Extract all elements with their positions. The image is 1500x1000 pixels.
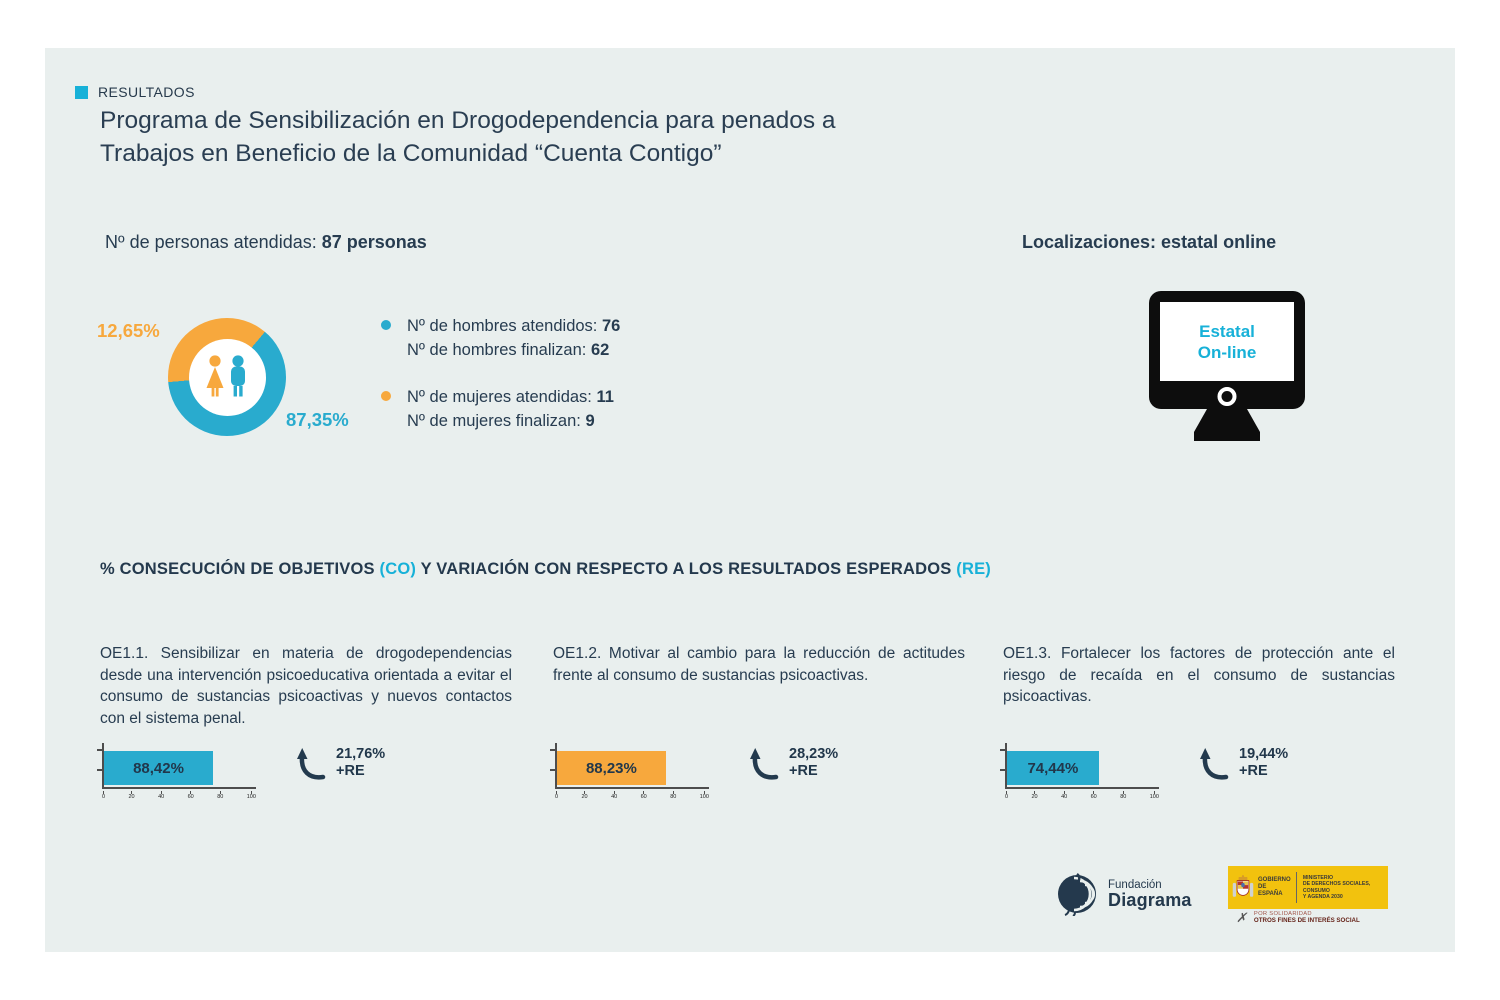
monitor-stand bbox=[1194, 409, 1260, 432]
men-finished-line: Nº de hombres finalizan: 62 bbox=[407, 341, 610, 359]
gobierno-divider bbox=[1296, 872, 1297, 903]
page-title bbox=[100, 104, 836, 170]
monitor-base bbox=[1194, 432, 1260, 441]
monitor-frame bbox=[1149, 291, 1305, 409]
x-axis-ticks bbox=[555, 791, 709, 801]
axis-tick-label: 100 bbox=[247, 791, 256, 801]
women-finished-line: Nº de mujeres finalizan: 9 bbox=[407, 412, 595, 430]
objective-3-text: OE1.3. Fortalecer los factores de protección ante el riesgo de recaída en el consumo de sustancias psicoactivas. bbox=[1003, 645, 1395, 705]
axis-tick-label: 80 bbox=[217, 791, 223, 801]
title-line-1: Programa de Sensibilización en Drogodependencia para penados a bbox=[100, 107, 836, 134]
curved-arrow-icon bbox=[1199, 746, 1229, 782]
x-axis bbox=[1005, 787, 1159, 789]
male-percentage-label: 87,35% bbox=[286, 409, 349, 430]
x-axis bbox=[102, 787, 256, 789]
axis-tick-label: 100 bbox=[700, 791, 709, 801]
variation-suffix: +RE bbox=[789, 763, 818, 779]
bullet-square-icon bbox=[75, 86, 88, 99]
diagrama-swirl-icon bbox=[1055, 872, 1099, 916]
co-bar bbox=[104, 751, 213, 785]
ministerio-text: MINISTERIO DE DERECHOS SOCIALES, CONSUMO Y AGENDA 2030 bbox=[1302, 874, 1371, 900]
gobierno-yellow-plate bbox=[1228, 866, 1388, 909]
x-axis-ticks bbox=[1005, 791, 1159, 801]
objective-2-text: OE1.2. Motivar al cambio para la reducción de actitudes frente al consumo de sustancias psicoactivas. bbox=[553, 645, 965, 684]
axis-tick-label: 100 bbox=[1150, 791, 1159, 801]
variation-suffix: +RE bbox=[336, 763, 365, 779]
axis-tick-label: 0 bbox=[102, 791, 105, 801]
variation-value: 21,76% bbox=[336, 746, 386, 762]
female-percentage-label: 12,65% bbox=[97, 320, 160, 341]
diagrama-line-2: Diagrama bbox=[1108, 889, 1192, 910]
variation-value: 19,44% bbox=[1239, 746, 1289, 762]
man-woman-icon bbox=[200, 353, 254, 401]
axis-tick-label: 20 bbox=[129, 791, 135, 801]
kicker-label: RESULTADOS bbox=[98, 84, 195, 100]
monitor-camera-icon bbox=[1218, 387, 1237, 406]
axis-tick-label: 40 bbox=[1061, 791, 1067, 801]
bar-value-label: 74,44% bbox=[1027, 759, 1079, 777]
axis-tick-label: 20 bbox=[1032, 791, 1038, 801]
axis-tick-label: 80 bbox=[1120, 791, 1126, 801]
monitor-icon bbox=[1149, 291, 1305, 441]
objective-3 bbox=[1003, 643, 1395, 800]
axis-tick-label: 0 bbox=[555, 791, 558, 801]
solidaridad-tagline bbox=[1228, 911, 1388, 924]
axis-tick-label: 40 bbox=[158, 791, 164, 801]
monitor-text-line-2: On-line bbox=[1197, 342, 1257, 362]
teal-bullet-icon bbox=[381, 320, 391, 330]
monitor-screen bbox=[1160, 302, 1294, 381]
objective-3-variation bbox=[1199, 746, 1288, 782]
objective-2-variation bbox=[749, 746, 838, 782]
attended-value: 87 personas bbox=[321, 232, 427, 252]
legend-item-women bbox=[381, 385, 620, 433]
objective-2-chart-row bbox=[555, 743, 839, 800]
objective-3-chart-row bbox=[1005, 743, 1289, 800]
fundacion-diagrama-logo bbox=[1055, 872, 1192, 916]
axis-tick-label: 60 bbox=[188, 791, 194, 801]
variation-suffix: +RE bbox=[1239, 763, 1268, 779]
orange-bullet-icon bbox=[381, 391, 391, 401]
objective-3-bar-chart bbox=[1005, 743, 1159, 800]
axis-tick-label: 60 bbox=[641, 791, 647, 801]
co-accent: (CO) bbox=[379, 560, 417, 578]
co-bar bbox=[1007, 751, 1099, 785]
objective-1-chart-row bbox=[102, 743, 386, 800]
locations-heading: Localizaciones: estatal online bbox=[1022, 232, 1277, 252]
axis-tick-label: 60 bbox=[1091, 791, 1097, 801]
women-attended-line: Nº de mujeres atendidas: 11 bbox=[407, 388, 614, 406]
axis-tick-label: 20 bbox=[582, 791, 588, 801]
title-line-2: Trabajos en Beneficio de la Comunidad “Cuenta Contigo” bbox=[100, 140, 722, 167]
co-bar bbox=[557, 751, 666, 785]
axis-tick-label: 40 bbox=[611, 791, 617, 801]
axis-tick-label: 80 bbox=[670, 791, 676, 801]
monitor-text-line-1: Estatal bbox=[1199, 321, 1255, 341]
curved-arrow-icon bbox=[749, 746, 779, 782]
re-accent: (RE) bbox=[956, 560, 991, 578]
objective-2 bbox=[553, 643, 965, 800]
spain-coat-of-arms-icon bbox=[1232, 870, 1254, 906]
variation-value: 28,23% bbox=[789, 746, 839, 762]
tagline-line-1: POR SOLIDARIDAD bbox=[1253, 911, 1312, 917]
kicker bbox=[75, 84, 195, 100]
axis-tick-label: 0 bbox=[1005, 791, 1008, 801]
donut-hole bbox=[189, 339, 266, 416]
men-attended-line: Nº de hombres atendidos: 76 bbox=[407, 317, 621, 335]
gobierno-espana-logo bbox=[1228, 866, 1388, 924]
objective-2-bar-chart bbox=[555, 743, 709, 800]
objective-1-variation bbox=[296, 746, 385, 782]
objective-1 bbox=[100, 643, 512, 800]
gender-legend bbox=[381, 314, 620, 433]
gender-donut-chart bbox=[168, 318, 286, 436]
tagline-line-2: OTROS FINES DE INTERÉS SOCIAL bbox=[1253, 917, 1360, 924]
bar-value-label: 88,23% bbox=[585, 759, 637, 777]
objectives-section-title: % CONSECUCIÓN DE OBJETIVOS (CO) Y VARIACIÓN CON RESPECTO A LOS RESULTADOS ESPERADOS (RE) bbox=[100, 560, 991, 578]
x-axis-ticks bbox=[102, 791, 256, 801]
objective-1-text: OE1.1. Sensibilizar en materia de drogodependencias desde una intervención psicoeducativa orientada a evitar el consumo de sustancias psicoactivas y nuevos contactos con el sistema penal. bbox=[100, 645, 512, 727]
x-solidaria-icon: ✗ bbox=[1236, 910, 1247, 925]
bar-value-label: 88,42% bbox=[133, 759, 184, 777]
attended-stat bbox=[105, 232, 427, 253]
attended-label: Nº de personas atendidas: bbox=[105, 232, 317, 252]
results-panel bbox=[45, 48, 1455, 952]
gobierno-text: GOBIERNO DE ESPAÑA bbox=[1257, 877, 1291, 897]
x-axis bbox=[555, 787, 709, 789]
curved-arrow-icon bbox=[296, 746, 326, 782]
legend-item-men bbox=[381, 314, 620, 362]
diagrama-line-1: Fundación bbox=[1108, 878, 1162, 891]
objective-1-bar-chart bbox=[102, 743, 256, 800]
